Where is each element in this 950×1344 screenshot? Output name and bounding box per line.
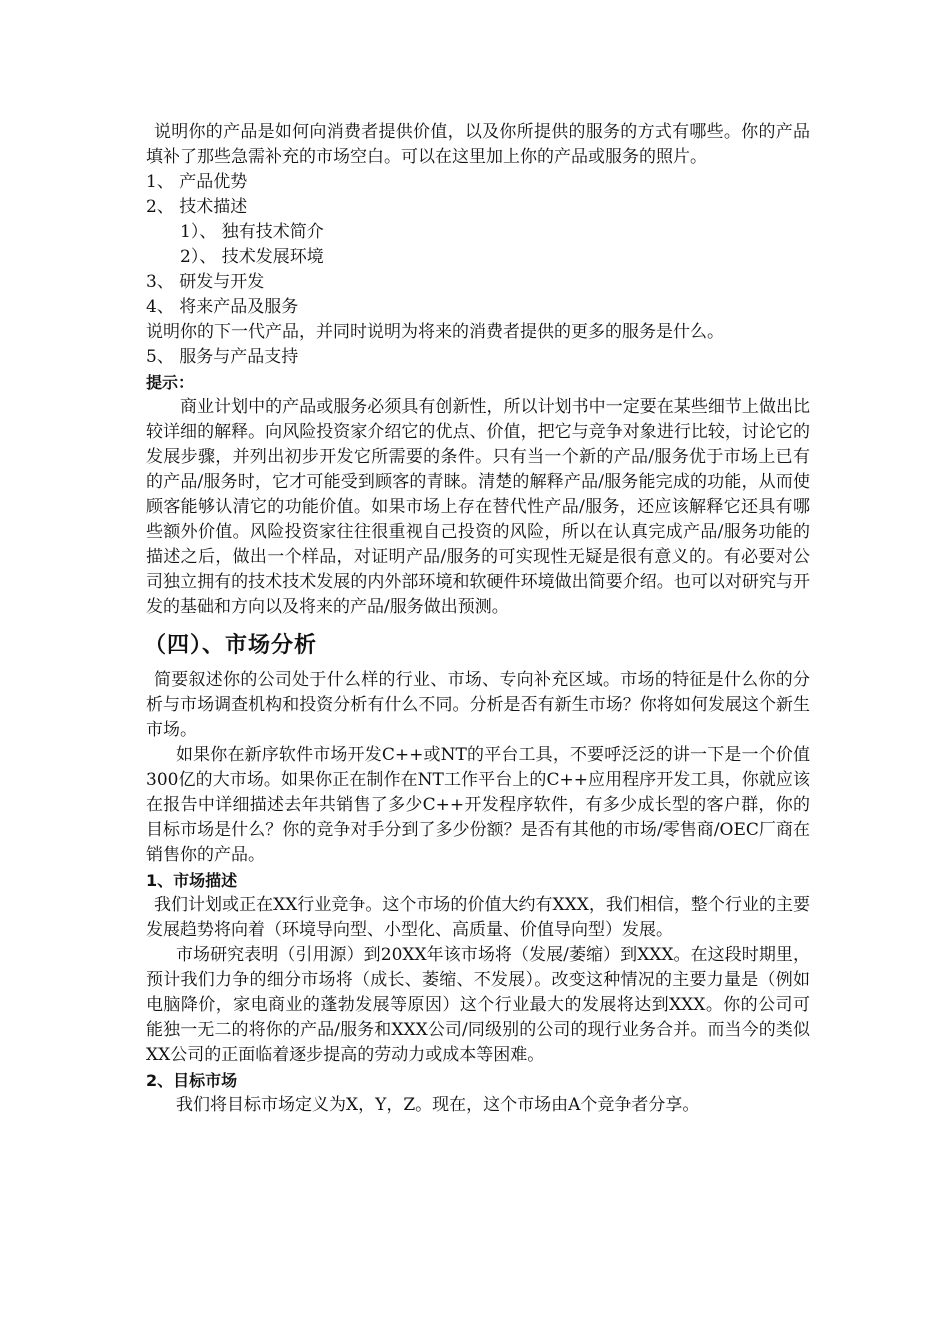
paragraph: 市场研究表明（引用源）到20XX年该市场将（发展/萎缩）到XXX。在这段时期里，预计我们力争的细分市场将（成长、萎缩、不发展）。改变这种情况的主要力量是（例如电脑降价，家电商业的蓬勃发展等原因）这个行业最大的发展将达到XXX。你的公司可能独一无二的将你的产品/服务和XXX公司/同级别的公司的现行业务合并。而当今的类似XX公司的正面临着逐步提高的劳动力或成本等困难。 [146,945,810,1065]
section-heading: （四）、市场分析 [144,633,318,658]
list-item: 1、 产品优势 [146,172,248,192]
subsection-heading: 1、市场描述 [146,871,238,890]
list-item-description: 说明你的下一代产品，并同时说明为将来的消费者提供的更多的服务是什么。 [146,322,724,342]
list-item: 3、 研发与开发 [146,272,265,292]
subsection-heading: 2、目标市场 [146,1071,238,1090]
paragraph: 如果你在新序软件市场开发C++或NT的平台工具，不要呼泛泛的讲一下是一个价值300亿的大市场。如果你正在制作在NT工作平台上的C++应用程序开发工具，你就应该在报告中详细描述去年共销售了多少C++开发程序软件，有多少成长型的客户群，你的目标市场是什么？你的竞争对手分到了多少份额？是否有其他的市场/零售商/OEC厂商在销售你的产品。 [146,745,810,865]
paragraph: 我们将目标市场定义为X，Y，Z。现在，这个市场由A个竞争者分享。 [176,1095,700,1115]
tip-heading: 提示： [146,373,195,392]
paragraph: 我们计划或正在XX行业竞争。这个市场的价值大约有XXX，我们相信，整个行业的主要发展趋势将向着（环境导向型、小型化、高质量、价值导向型）发展。 [146,895,810,940]
list-item: 4、 将来产品及服务 [146,297,299,317]
list-subitem: 2）、 技术发展环境 [180,247,324,267]
list-subitem: 1）、 独有技术简介 [180,222,324,242]
paragraph: 简要叙述你的公司处于什么样的行业、市场、专向补充区域。市场的特征是什么你的分析与市场调查机构和投资分析有什么不同。分析是否有新生市场？你将如何发展这个新生市场。 [146,670,810,740]
list-item: 2、 技术描述 [146,197,248,217]
document-page [146,120,810,1118]
product-outline-list [146,170,810,370]
intro-paragraph: 说明你的产品是如何向消费者提供价值，以及你所提供的服务的方式有哪些。你的产品填补了那些急需补充的市场空白。可以在这里加上你的产品或服务的照片。 [146,122,810,167]
tip-paragraph: 商业计划中的产品或服务必须具有创新性，所以计划书中一定要在某些细节上做出比较详细的解释。向风险投资家介绍它的优点、价值，把它与竞争对象进行比较，讨论它的发展步骤，并列出初步开发它所需要的条件。只有当一个新的产品/服务优于市场上已有的产品/服务时，它才可能受到顾客的青睐。清楚的解释产品/服务能完成的功能，从而使顾客能够认清它的功能价值。如果市场上存在替代性产品/服务，还应该解释它还具有哪些额外价值。风险投资家往往很重视自己投资的风险，所以在认真完成产品/服务功能的描述之后，做出一个样品，对证明产品/服务的可实现性无疑是很有意义的。有必要对公司独立拥有的技术技术发展的内外部环境和软硬件环境做出简要介绍。也可以对研究与开发的基础和方向以及将来的产品/服务做出预测。 [146,397,810,617]
list-item: 5、 服务与产品支持 [146,347,299,367]
